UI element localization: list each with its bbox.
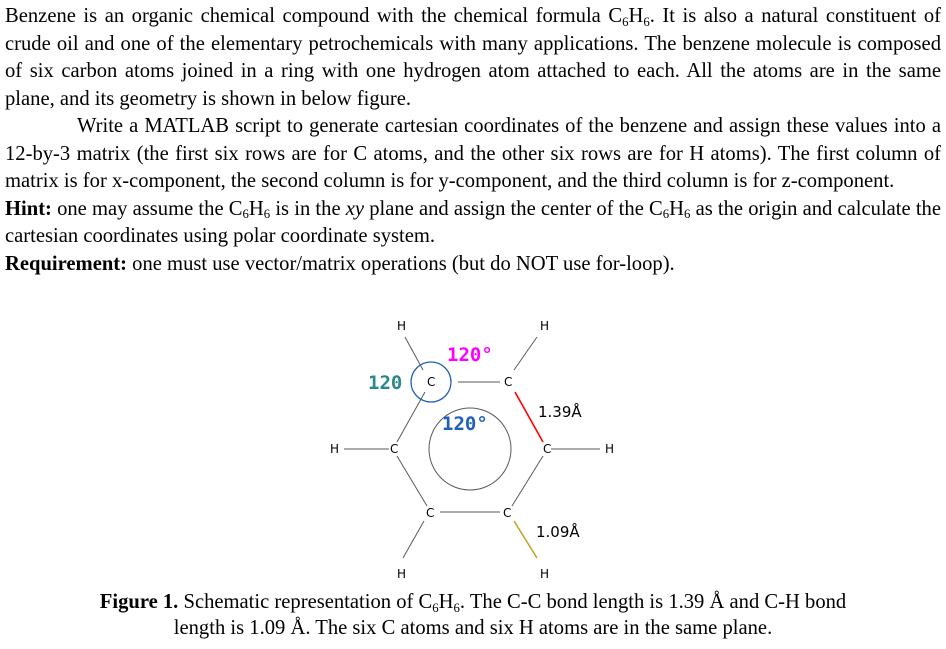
caption-line-2: length is 1.09 Å. The six C atoms and six H atoms are in the same plane. bbox=[173, 617, 773, 639]
hydrogen-atom: H bbox=[330, 442, 340, 456]
carbon-atom: C bbox=[390, 442, 399, 456]
subscript: 6 bbox=[242, 207, 249, 222]
subscript: 6 bbox=[643, 14, 650, 29]
hint-text-6: as the origin and calculate the cartesian coordinates using polar coordinate system. bbox=[5, 197, 941, 247]
carbon-atom: C bbox=[427, 375, 436, 389]
problem-text bbox=[5, 3, 941, 278]
caption-text-2: H bbox=[438, 591, 454, 613]
carbon-atoms bbox=[390, 375, 551, 520]
angle-label-inner: 120° bbox=[442, 413, 488, 435]
subscript: 6 bbox=[684, 207, 691, 222]
hydrogen-atom: H bbox=[540, 319, 550, 333]
carbon-atom: C bbox=[426, 506, 435, 520]
task-paragraph: Write a MATLAB script to generate cartesian coordinates of the benzene and assign these values into a 12-by-3 matrix (the first six rows are for C atoms, and the other six rows are for H atoms). The first column of matrix is for x-component, the second column is for y-component, and the third column is for z-component. bbox=[5, 115, 941, 192]
hint-text-1: one may assume the C bbox=[51, 197, 243, 220]
hydrogen-atom: H bbox=[605, 442, 615, 456]
caption-label: Figure 1. bbox=[99, 591, 179, 613]
hint-label: Hint: bbox=[5, 197, 52, 220]
intro-text-2: H bbox=[628, 5, 644, 27]
intro-text-1: Benzene is an organic chemical compound with the chemical formula C bbox=[5, 5, 623, 27]
benzene-figure bbox=[300, 310, 640, 588]
hint-text-4: plane and assign the center of the C bbox=[364, 197, 663, 220]
carbon-atom: C bbox=[504, 375, 513, 389]
requirement-paragraph bbox=[5, 251, 941, 279]
intro-paragraph bbox=[5, 3, 941, 113]
subscript: 6 bbox=[622, 14, 629, 29]
hydrogen-atom: H bbox=[397, 567, 407, 581]
angle-label-left: 120 bbox=[368, 372, 403, 394]
carbon-atom: C bbox=[503, 506, 512, 520]
carbon-atom: C bbox=[543, 442, 552, 456]
cc-bond-length-label: 1.39Å bbox=[538, 403, 582, 421]
hint-paragraph bbox=[5, 196, 941, 251]
requirement-label: Requirement: bbox=[5, 252, 128, 275]
subscript: 6 bbox=[453, 600, 460, 615]
caption-text-1: Schematic representation of C bbox=[178, 591, 433, 613]
ch-bond-bottom-left bbox=[403, 521, 424, 558]
figure-caption bbox=[0, 589, 946, 641]
cc-bond-left-lower bbox=[397, 456, 427, 506]
requirement-text: one must use vector/matrix operations (but do NOT use for-loop). bbox=[127, 252, 675, 275]
benzene-diagram bbox=[300, 310, 640, 588]
intro-text-3: . It is also a natural constituent of crude oil and one of the elementary petrochemicals with many applications. The benzene molecule is composed of six carbon atoms joined in a ring with one hydrogen atom attached to each. All the atoms are in the same plane, and its geometry is shown in below figure. bbox=[5, 5, 941, 110]
subscript: 6 bbox=[263, 207, 271, 222]
caption-line-1 bbox=[0, 589, 946, 615]
subscript: 6 bbox=[432, 600, 439, 615]
hint-text-2: H bbox=[248, 197, 264, 220]
hint-text-5: H bbox=[669, 197, 685, 220]
hydrogen-atom: H bbox=[397, 319, 407, 333]
cc-bonds bbox=[397, 382, 543, 512]
cc-bond-right-lower bbox=[512, 456, 543, 506]
angle-label-outer: 120° bbox=[447, 344, 493, 366]
ch-bond-highlight bbox=[514, 521, 537, 558]
hint-italic-xy: xy bbox=[345, 197, 365, 220]
hint-text-3: is in the bbox=[270, 197, 346, 220]
subscript: 6 bbox=[662, 207, 670, 222]
ch-bond-length-label: 1.09Å bbox=[536, 523, 580, 541]
caption-text-3: . The C-C bond length is 1.39 Å and C-H bond bbox=[459, 591, 847, 613]
ch-bond-top-right bbox=[514, 337, 537, 370]
hydrogen-atom: H bbox=[540, 567, 550, 581]
